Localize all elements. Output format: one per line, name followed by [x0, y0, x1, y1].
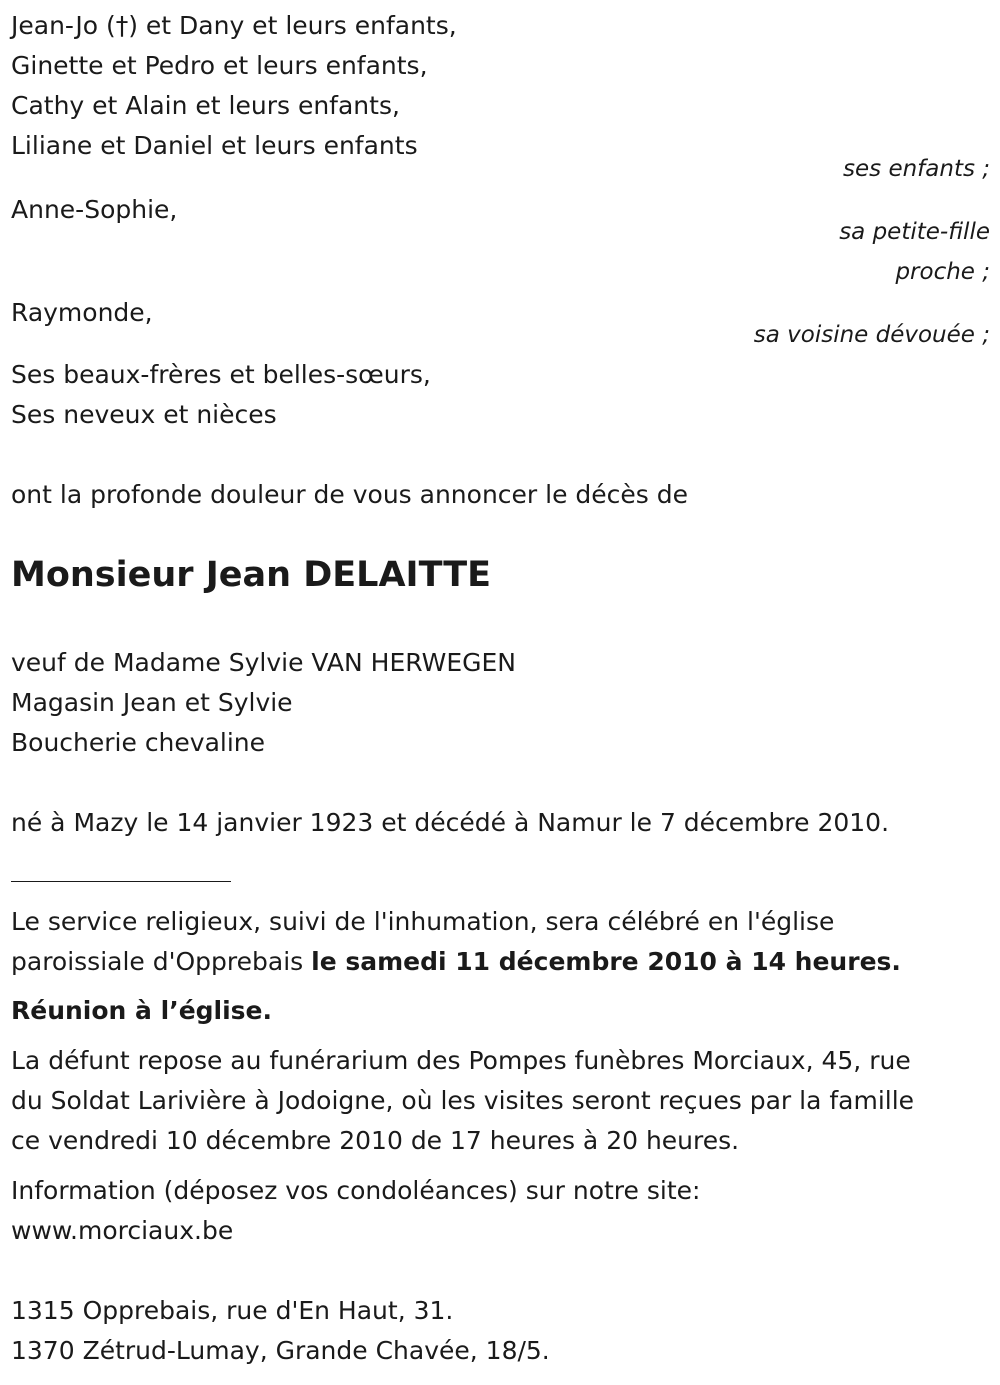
detail-widower: veuf de Madame Sylvie VAN HERWEGEN	[11, 648, 516, 677]
inlaws-line: Ses beaux-frères et belles-sœurs,	[11, 360, 431, 389]
service-line-2-prefix: paroissiale d'Opprebais	[11, 947, 312, 976]
family-children-line-4: Liliane et Daniel et leurs enfants	[11, 131, 418, 160]
address-1: 1315 Opprebais, rue d'En Haut, 31.	[11, 1296, 454, 1325]
info-line: Information (déposez vos condoléances) sur notre site:	[11, 1176, 701, 1205]
children-role: ses enfants ;	[843, 156, 990, 182]
granddaughter-role-line-2: proche ;	[895, 259, 990, 285]
neighbor-name: Raymonde,	[11, 298, 153, 327]
repose-line-3: ce vendredi 10 décembre 2010 de 17 heures à 20 heures.	[11, 1126, 740, 1155]
family-children-line-3: Cathy et Alain et leurs enfants,	[11, 91, 400, 120]
section-divider	[11, 881, 231, 882]
meeting-line: Réunion à l’église.	[11, 996, 273, 1025]
granddaughter-role-line-1: sa petite-fille	[839, 219, 990, 245]
detail-trade: Boucherie chevaline	[11, 728, 266, 757]
address-2: 1370 Zétrud-Lumay, Grande Chavée, 18/5.	[11, 1336, 550, 1365]
website-link[interactable]: www.morciaux.be	[11, 1216, 234, 1245]
repose-line-2: du Soldat Larivière à Jodoigne, où les visites seront reçues par la famille	[11, 1086, 915, 1115]
service-line-2	[11, 942, 901, 982]
announcement-text: ont la profonde douleur de vous annoncer le décès de	[11, 480, 689, 509]
detail-shop: Magasin Jean et Sylvie	[11, 688, 293, 717]
family-children-line-2: Ginette et Pedro et leurs enfants,	[11, 51, 428, 80]
deceased-name: Monsieur Jean DELAITTE	[11, 555, 492, 595]
repose-line-1: La défunt repose au funérarium des Pompes funèbres Morciaux, 45, rue	[11, 1046, 911, 1075]
granddaughter-name: Anne-Sophie,	[11, 195, 178, 224]
service-datetime: le samedi 11 décembre 2010 à 14 heures.	[311, 947, 901, 976]
family-children-line-1: Jean-Jo (†) et Dany et leurs enfants,	[11, 11, 457, 40]
birth-death-line: né à Mazy le 14 janvier 1923 et décédé à Namur le 7 décembre 2010.	[11, 808, 890, 837]
nephews-line: Ses neveux et nièces	[11, 400, 277, 429]
neighbor-role: sa voisine dévouée ;	[753, 322, 990, 348]
service-line-1: Le service religieux, suivi de l'inhumation, sera célébré en l'église	[11, 907, 835, 936]
